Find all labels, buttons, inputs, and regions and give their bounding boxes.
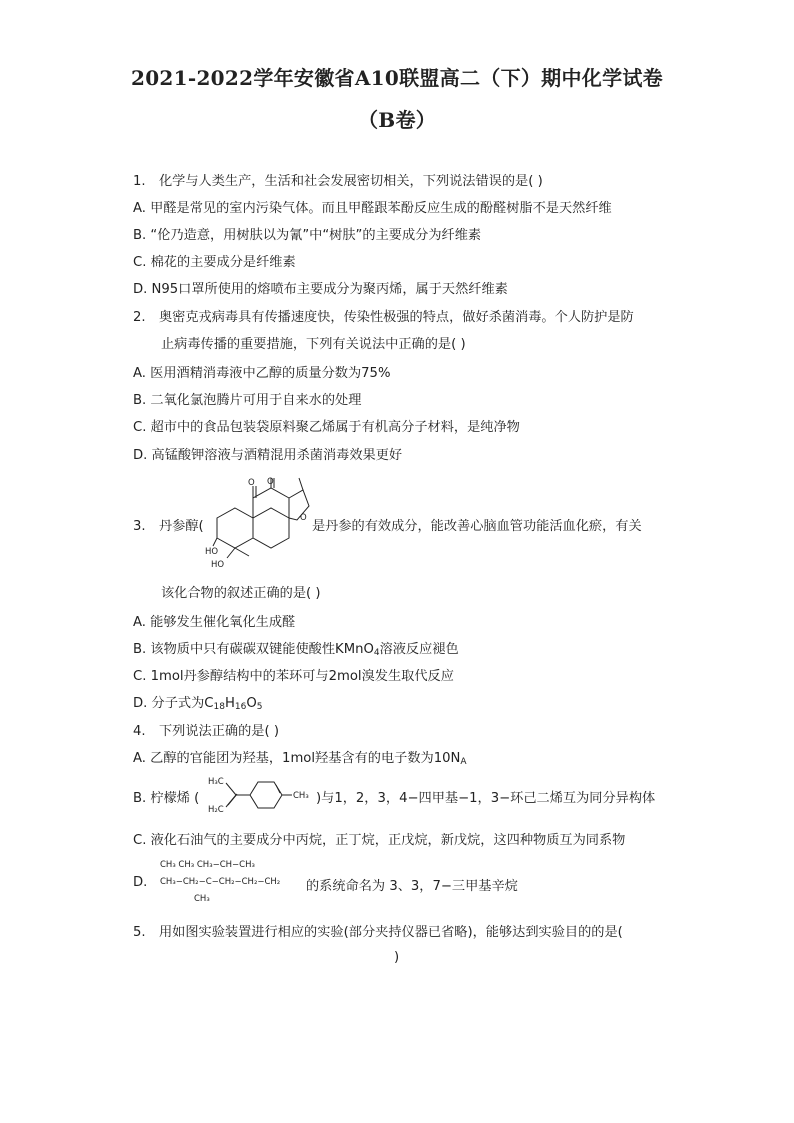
q3-text-line2: 该化合物的叙述正确的是( ) [161, 586, 321, 601]
q2-number: 2. [133, 310, 146, 325]
q1-option-b: B. “伦乃造意，用树肤以为氰”中“树肤”的主要成分为纤维素 [133, 228, 482, 243]
q2-text-line2: 止病毒传播的重要措施，下列有关说法中正确的是( ) [161, 337, 466, 352]
q3-text-post: 是丹参的有效成分，能改善心脑血管功能活血化瘀，有关 [312, 519, 642, 534]
alkane-row1: CH₃ CH₃ CH₃−CH−CH₃ [160, 860, 255, 870]
q3-stem [133, 515, 204, 534]
q2-stem [133, 306, 634, 325]
q5-text-line1: 用如图实验装置进行相应的实验(部分夹持仪器已省略)，能够达到实验目的的是( [159, 925, 623, 940]
q3-d-o: O [246, 696, 257, 711]
hydroxyl-1: HO [205, 547, 219, 557]
limonene-structure [204, 775, 316, 815]
q2-option-b: B. 二氧化氯泡腾片可用于自来水的处理 [133, 393, 362, 408]
q1-text: 化学与人类生产，生活和社会发展密切相关，下列说法错误的是( ) [159, 174, 543, 189]
hydroxyl-2: HO [211, 560, 225, 570]
q3-b-text-post: 溶液反应褪色 [379, 642, 459, 657]
q1-number: 1. [133, 174, 146, 189]
q3-d-sub1: 18 [213, 702, 225, 712]
q5-text-line2: ) [394, 950, 400, 965]
q3-number: 3. [133, 519, 146, 534]
q5-number: 5. [133, 925, 146, 940]
q2-option-d: D. 高锰酸钾溶液与酒精混用杀菌消毒效果更好 [133, 448, 403, 463]
alkane-structure [160, 858, 310, 904]
q3-option-b [133, 638, 459, 658]
q3-d-h: H [224, 696, 235, 711]
alkane-row2: CH₃−CH₂−C−CH₂−CH₂−CH₂ [160, 877, 281, 887]
q4-option-b-post: )与1，2，3，4−四甲基−1，3−环己二烯互为同分异构体 [316, 791, 656, 806]
q1-stem [133, 170, 543, 189]
q2-text-line1: 奥密克戎病毒具有传播速度快，传染性极强的特点，做好杀菌消毒。个人防护是防 [159, 310, 634, 325]
limonene-label-ch3: CH₃ [293, 791, 309, 801]
q4-option-a [133, 747, 467, 767]
q3-d-text: D. 分子式为C [133, 696, 214, 711]
q3-d-sub3: 5 [256, 702, 263, 712]
q2-option-a: A. 医用酒精消毒液中乙醇的质量分数为75% [133, 366, 391, 381]
furan-o: O [300, 513, 307, 523]
q4-option-d-pre: D. [133, 875, 148, 890]
q4-stem [133, 720, 279, 739]
exam-title: 2021-2022学年安徽省A10联盟高二（下）期中化学试卷 [131, 66, 663, 90]
q3-text-pre: 丹参醇( [159, 519, 204, 534]
alkane-row3: CH₃ [194, 894, 210, 904]
q4-a-text: A. 乙醇的官能团为羟基，1mol羟基含有的电子数为10N [133, 751, 461, 766]
q3-option-a: A. 能够发生催化氧化生成醛 [133, 615, 296, 630]
q1-option-c: C. 棉花的主要成分是纤维素 [133, 255, 296, 270]
carbonyl-o-2: O [267, 477, 274, 487]
q3-b-text: B. 该物质中只有碳碳双键能使酸性KMnO [133, 642, 374, 657]
carbonyl-o-1: O [248, 478, 255, 488]
q3-d-sub2: 16 [234, 702, 247, 712]
limonene-label-h2c: H₂C [208, 805, 224, 815]
exam-subtitle: （B卷） [357, 108, 437, 132]
q5-stem [133, 921, 623, 940]
limonene-label-h3c: H₃C [208, 777, 224, 787]
q3-option-d [133, 692, 262, 712]
q3-b-sub: 4 [373, 648, 380, 658]
q4-text: 下列说法正确的是( ) [159, 724, 279, 739]
q4-option-d-post: 的系统命名为 3、3，7−三甲基辛烷 [306, 879, 518, 894]
q1-option-d: D. N95口罩所使用的熔喷布主要成分为聚丙烯，属于天然纤维素 [133, 282, 508, 297]
q4-option-b-pre: B. 柠檬烯 ( [133, 791, 200, 806]
q4-option-c: C. 液化石油气的主要成分中丙烷，正丁烷，正戊烷，新戊烷，这四种物质互为同系物 [133, 833, 626, 848]
q2-option-c: C. 超市中的食品包装袋原料聚乙烯属于有机高分子材料，是纯净物 [133, 420, 520, 435]
q4-a-sub: A [460, 757, 467, 767]
danshenol-structure [205, 476, 313, 570]
q1-option-a: A. 甲醛是常见的室内污染气体。而且甲醛跟苯酚反应生成的酚醛树脂不是天然纤维 [133, 201, 612, 216]
q4-number: 4. [133, 724, 146, 739]
q3-option-c: C. 1mol丹参醇结构中的苯环可与2mol溴发生取代反应 [133, 669, 454, 684]
